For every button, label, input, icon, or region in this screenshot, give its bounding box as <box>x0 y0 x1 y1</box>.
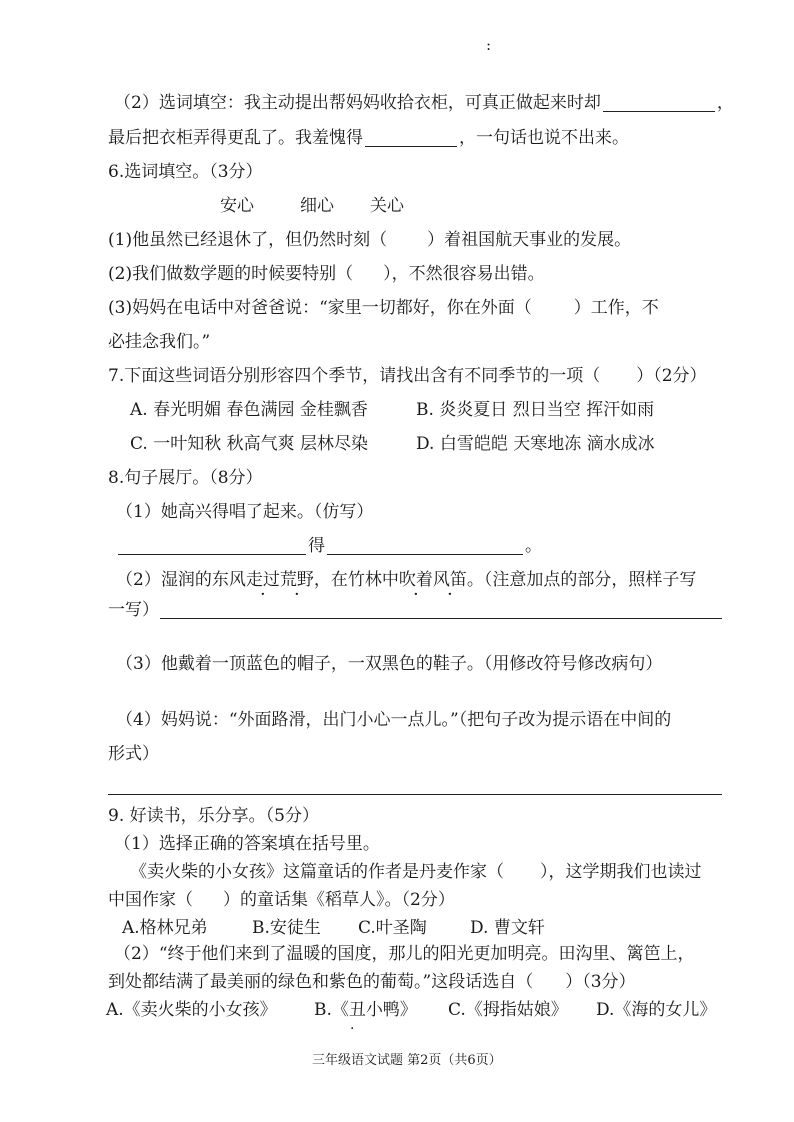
q6-title: 6.选词填空。（3分） <box>108 162 263 182</box>
q5-part2-text2: 最后把衣柜弄得更乱了。我羞愧得 <box>108 128 363 148</box>
speck: · <box>350 1021 355 1037</box>
q9-p1-option-d: D. 曹文轩 <box>470 918 545 938</box>
q6-s2-text: (2)我们做数学题的时候要特别（ <box>108 264 354 284</box>
q8-part4-line1: （4）妈妈说：“外面路滑，出门小心一点儿。”（把句子改为提示语在中间的 <box>116 710 672 730</box>
emphasized-word: 风笛 <box>432 570 467 590</box>
q7-option-b: B. 炎炎夏日 烈日当空 挥汗如雨 <box>416 400 655 420</box>
q5-part2-text: （2）选词填空：我主动提出帮妈妈收拾衣柜，可真正做起来时却 <box>114 93 601 113</box>
q5-part2-text3: ，一句话也说不出来。 <box>459 128 629 148</box>
q6-s1-text2: ）着祖国航天事业的发展。 <box>427 230 632 250</box>
q9-p1-option-b: B.安徒生 <box>252 918 321 938</box>
q7-option-c: C. 一叶知秋 秋高气爽 层林尽染 <box>130 434 369 454</box>
q7-option-a: A. 春光明媚 春色满园 金桂飘香 <box>130 400 368 420</box>
q9-p2-option-c: C.《拇指姑娘》 <box>448 1000 568 1020</box>
q9-part1: （1）选择正确的答案填在括号里。 <box>114 834 380 854</box>
q9-title: 9. 好读书，乐分享。（5分） <box>108 806 319 826</box>
answer-blank[interactable] <box>327 540 523 555</box>
answer-blank[interactable] <box>118 540 306 555</box>
q7-title <box>108 368 707 385</box>
q8-p1-mid: 得 <box>308 536 325 556</box>
q9-part2-line2 <box>108 974 636 991</box>
q5-part2-line1 <box>114 95 734 112</box>
q8-part3: （3）他戴着一顶蓝色的帽子，一双黑色的鞋子。（用修改符号修改病句） <box>116 654 663 674</box>
q9-part1-line1 <box>130 864 702 881</box>
q6-sentence-3-cont: 必挂念我们。” <box>108 332 211 352</box>
answer-blank[interactable] <box>365 132 457 147</box>
q8-part1-answer <box>116 538 542 555</box>
q6-sentence-1 <box>108 232 631 249</box>
q9-p2-text2: ）（3分） <box>565 972 636 992</box>
q6-s3-text: (3)妈妈在电话中对爸爸说：“家里一切都好，你在外面（ <box>108 298 532 318</box>
q8-p2-text3: 。（注意加点的部分，照样子写 <box>466 570 697 590</box>
q7-option-d: D. 白雪皑皑 天寒地冻 滴水成冰 <box>416 434 655 454</box>
q6-word-bank <box>220 198 404 215</box>
q9-p1-option-c: C.叶圣陶 <box>358 918 427 938</box>
q6-s1-text: (1)他虽然已经退休了，但仍然时刻（ <box>108 230 388 250</box>
q9-part2-line1: （2）“终于他们来到了温暖的国度，那儿的阳光更加明亮。田沟里、篱笆上， <box>114 944 695 964</box>
q7-score: ）（2分） <box>636 366 707 386</box>
q9-p2-option-b: B.《丑小鸭》 <box>314 1000 417 1020</box>
answer-line[interactable] <box>108 794 722 795</box>
q5-part2-line2 <box>108 130 629 147</box>
corner-mark: : <box>486 36 492 54</box>
q9-part1-line2 <box>108 892 455 909</box>
q8-part2-line1 <box>116 572 696 589</box>
q9-p2-text: 到处都结满了最美丽的绿色和紫色的葡萄。”这段话选自（ <box>108 972 534 992</box>
q6-s2-text2: ），不然很容易出错。 <box>383 264 545 284</box>
q6-s3-text2: ）工作，不 <box>573 298 659 318</box>
comma: ， <box>716 93 734 113</box>
q9-p1-text3: 中国作家（ <box>108 890 193 910</box>
word-1: 安心 <box>220 196 254 216</box>
q8-p2-text: （2）湿润的东风 <box>116 570 246 590</box>
emphasized-word: 走过 <box>245 570 280 590</box>
q8-p2-text2: ，在竹林中 <box>313 570 399 590</box>
word-3: 关心 <box>370 196 404 216</box>
q8-part4-line2: 形式） <box>108 744 159 764</box>
word-2: 细心 <box>300 196 334 216</box>
answer-line[interactable] <box>160 618 722 619</box>
q7-title-text: 7.下面这些词语分别形容四个季节，请找出含有不同季节的一项（ <box>108 366 601 386</box>
q8-part1: （1）她高兴得唱了起来。（仿写） <box>116 502 374 522</box>
q9-p1-text2: ），这学期我们也读过 <box>540 862 702 882</box>
q9-p2-option-d: D.《海的女儿》 <box>596 1000 717 1020</box>
q9-p1-option-a: A.格林兄弟 <box>122 918 208 938</box>
q9-p1-text: 《卖火柴的小女孩》这篇童话的作者是丹麦作家（ <box>130 862 504 882</box>
q6-sentence-2 <box>108 266 545 283</box>
q9-p1-text4: ）的童话集《稻草人》。（2分） <box>223 890 455 910</box>
page-footer: 三年级语文试题 第2页（共6页） <box>312 1053 502 1068</box>
q8-part2-line2: 一写） <box>108 600 159 620</box>
q8-title: 8.句子展厅。（8分） <box>108 468 263 488</box>
emphasized-word: 荒野 <box>279 570 314 590</box>
q6-sentence-3 <box>108 300 659 317</box>
emphasized-word: 吹着 <box>398 570 433 590</box>
answer-blank[interactable] <box>603 97 715 112</box>
q8-p1-end: 。 <box>525 536 542 556</box>
q9-p2-option-a: A.《卖火柴的小女孩》 <box>106 1000 277 1020</box>
